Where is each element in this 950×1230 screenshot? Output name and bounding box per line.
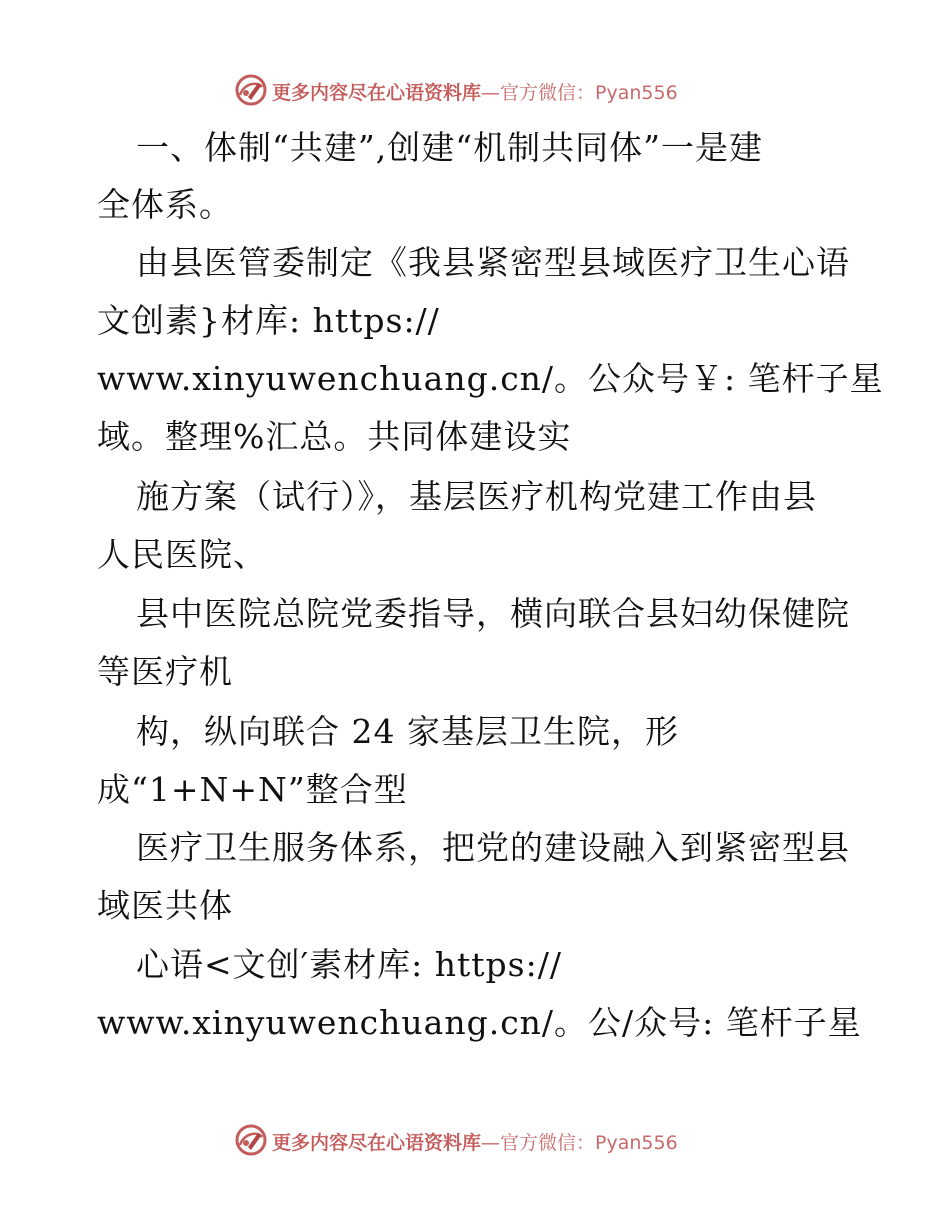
- banner-dash: —: [481, 82, 501, 104]
- paragraph-line: 县中医院总院党委指导，横向联合县妇幼保健院: [136, 594, 850, 633]
- paragraph-line: 构，纵向联合 24 家基层卫生院，形: [136, 712, 679, 751]
- paragraph-line: 一、体制“共建”,创建“机制共同体”一是建: [136, 128, 763, 167]
- paragraph-line: 全体系。: [97, 185, 233, 224]
- banner-wechat: 官方微信：Pyan556: [500, 1132, 678, 1154]
- pen-nib-swirl-icon: [234, 1123, 268, 1157]
- paragraph-line: 文创素}材库: https://: [97, 301, 440, 340]
- banner-dash: —: [481, 1132, 501, 1154]
- paragraph-line: 由县医管委制定《我县紧密型县域医疗卫生心语: [136, 243, 850, 282]
- banner-lead: 更多内容尽在心语资料库: [272, 1132, 482, 1154]
- footer-banner: [0, 1120, 950, 1160]
- paragraph-line: 施方案（试行）》，基层医疗机构党建工作由县: [136, 477, 817, 516]
- paragraph-line: 域。整理%汇总。共同体建设实: [97, 417, 572, 456]
- paragraph-line: 心语<文创′素材库: https://: [136, 945, 562, 984]
- banner-wechat: 官方微信：Pyan556: [500, 82, 678, 104]
- paragraph-line: 医疗卫生服务体系，把党的建设融入到紧密型县: [136, 828, 850, 867]
- banner-lead: 更多内容尽在心语资料库: [272, 82, 482, 104]
- paragraph-line: www.xinyuwenchuang.cn/。公/众号: 笔杆子星: [97, 1003, 862, 1042]
- paragraph-line: 等医疗机: [97, 652, 233, 691]
- pen-nib-swirl-icon: [234, 73, 268, 107]
- paragraph-line: www.xinyuwenchuang.cn/。公众号￥: 笔杆子星: [97, 359, 884, 398]
- paragraph-line: 成“1+N+N”整合型: [97, 770, 408, 809]
- header-banner: [0, 70, 950, 110]
- paragraph-line: 域医共体: [97, 886, 233, 925]
- banner-text: [272, 78, 678, 105]
- banner-text: [272, 1128, 678, 1155]
- paragraph-line: 人民医院、: [97, 535, 267, 574]
